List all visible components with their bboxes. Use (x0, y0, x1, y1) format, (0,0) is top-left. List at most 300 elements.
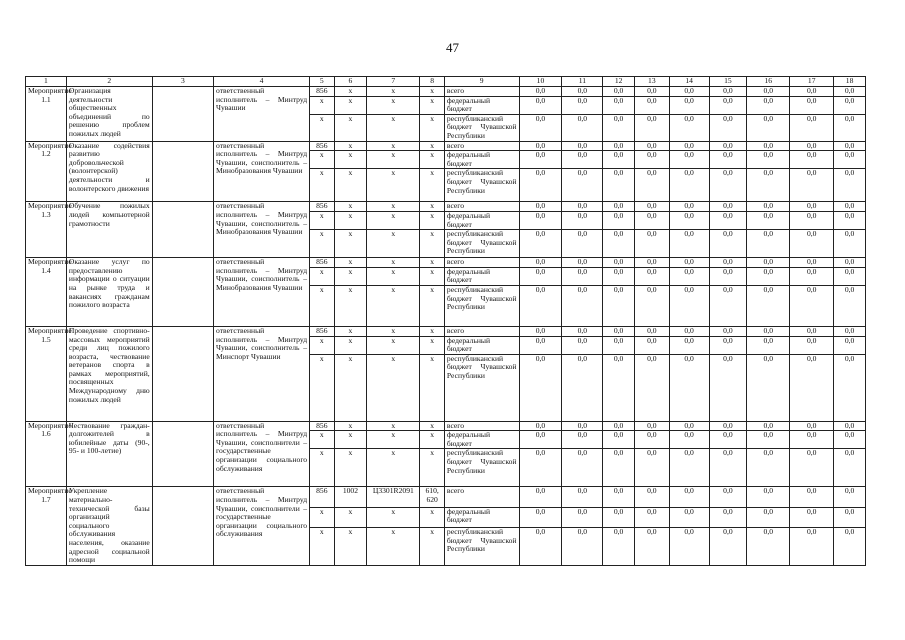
event-code: Мероприятие 1.1 (26, 87, 67, 142)
code-cell: x (420, 202, 445, 212)
amount-cell: 0,0 (669, 169, 709, 202)
amount-cell: 0,0 (834, 151, 866, 169)
amount-cell: 0,0 (669, 507, 709, 527)
amount-cell: 0,0 (790, 431, 834, 449)
amount-cell: 0,0 (603, 211, 635, 229)
amount-cell: 0,0 (562, 230, 603, 258)
event-code: Мероприятие 1.6 (26, 421, 67, 487)
amount-cell: 0,0 (634, 336, 669, 354)
code-cell: x (420, 527, 445, 565)
amount-cell: 0,0 (519, 230, 562, 258)
code-cell: x (310, 336, 335, 354)
code-cell: 856 (310, 202, 335, 212)
code-cell: x (310, 114, 335, 141)
amount-cell: 0,0 (834, 169, 866, 202)
amount-cell: 0,0 (603, 96, 635, 114)
table-row (26, 326, 866, 336)
event-code: Мероприятие 1.7 (26, 487, 67, 565)
amount-cell: 0,0 (669, 211, 709, 229)
amount-cell: 0,0 (562, 449, 603, 487)
amount-cell: 0,0 (603, 431, 635, 449)
amount-cell: 0,0 (709, 230, 747, 258)
event-executor: ответственный исполнитель – Минтруд Чувашии, соисполнитель – Минобразования Чувашии (214, 258, 310, 327)
code-cell: x (334, 141, 367, 151)
amount-cell: 0,0 (669, 258, 709, 268)
amount-cell: 0,0 (747, 487, 790, 507)
amount-cell: 0,0 (669, 96, 709, 114)
amount-cell: 0,0 (709, 258, 747, 268)
amount-cell: 0,0 (562, 258, 603, 268)
code-cell: x (310, 211, 335, 229)
column-number-header: 4 (214, 77, 310, 87)
column-number-header: 1 (26, 77, 67, 87)
funding-source: республиканский бюджет Чувашской Республики (444, 354, 519, 421)
code-cell: x (334, 449, 367, 487)
amount-cell: 0,0 (709, 336, 747, 354)
amount-cell: 0,0 (603, 336, 635, 354)
amount-cell: 0,0 (747, 527, 790, 565)
funding-source: всего (444, 202, 519, 212)
event-empty-col3 (152, 487, 213, 565)
code-cell: x (367, 114, 420, 141)
funding-source: всего (444, 87, 519, 97)
table-row (26, 487, 866, 507)
column-number-header: 10 (519, 77, 562, 87)
event-empty-col3 (152, 326, 213, 421)
amount-cell: 0,0 (634, 258, 669, 268)
amount-cell: 0,0 (603, 326, 635, 336)
event-empty-col3 (152, 141, 213, 202)
code-cell: x (367, 202, 420, 212)
table-row (26, 421, 866, 431)
amount-cell: 0,0 (603, 258, 635, 268)
code-cell: x (367, 285, 420, 326)
code-cell: x (367, 169, 420, 202)
amount-cell: 0,0 (747, 151, 790, 169)
amount-cell: 0,0 (634, 211, 669, 229)
code-cell: x (420, 114, 445, 141)
amount-cell: 0,0 (562, 354, 603, 421)
amount-cell: 0,0 (709, 96, 747, 114)
column-number-header: 17 (790, 77, 834, 87)
code-cell: x (420, 507, 445, 527)
code-cell: 856 (310, 87, 335, 97)
amount-cell: 0,0 (634, 285, 669, 326)
code-cell: 856 (310, 141, 335, 151)
event-name: Проведение спортивно-массовых мероприятий среди лиц пожилого возраста, чествование ветеранов спорта в рамках мероприятий, посвященных Международному дню пожилых людей (66, 326, 152, 421)
amount-cell: 0,0 (834, 230, 866, 258)
amount-cell: 0,0 (790, 169, 834, 202)
event-empty-col3 (152, 421, 213, 487)
amount-cell: 0,0 (669, 326, 709, 336)
code-cell: 610, 620 (420, 487, 445, 507)
amount-cell: 0,0 (562, 141, 603, 151)
amount-cell: 0,0 (790, 421, 834, 431)
code-cell: 856 (310, 258, 335, 268)
amount-cell: 0,0 (562, 202, 603, 212)
event-name: Обучение пожилых людей компьютерной грамотности (66, 202, 152, 258)
amount-cell: 0,0 (834, 527, 866, 565)
amount-cell: 0,0 (747, 169, 790, 202)
amount-cell: 0,0 (603, 507, 635, 527)
amount-cell: 0,0 (834, 141, 866, 151)
amount-cell: 0,0 (669, 87, 709, 97)
amount-cell: 0,0 (790, 114, 834, 141)
amount-cell: 0,0 (562, 487, 603, 507)
column-number-header: 14 (669, 77, 709, 87)
event-executor: ответственный исполнитель – Минтруд Чувашии (214, 87, 310, 142)
event-code: Мероприятие 1.3 (26, 202, 67, 258)
amount-cell: 0,0 (747, 336, 790, 354)
amount-cell: 0,0 (790, 211, 834, 229)
amount-cell: 0,0 (669, 285, 709, 326)
amount-cell: 0,0 (834, 354, 866, 421)
code-cell: x (334, 258, 367, 268)
amount-cell: 0,0 (834, 114, 866, 141)
amount-cell: 0,0 (709, 431, 747, 449)
funding-source: всего (444, 326, 519, 336)
amount-cell: 0,0 (834, 487, 866, 507)
amount-cell: 0,0 (519, 487, 562, 507)
amount-cell: 0,0 (790, 336, 834, 354)
amount-cell: 0,0 (790, 449, 834, 487)
column-number-row (26, 77, 866, 87)
event-name: Организация деятельности общественных объединений по решению проблем пожилых людей (66, 87, 152, 142)
amount-cell: 0,0 (669, 267, 709, 285)
amount-cell: 0,0 (747, 421, 790, 431)
column-number-header: 9 (444, 77, 519, 87)
amount-cell: 0,0 (709, 151, 747, 169)
code-cell: x (367, 267, 420, 285)
amount-cell: 0,0 (634, 326, 669, 336)
amount-cell: 0,0 (790, 141, 834, 151)
funding-source: федеральный бюджет (444, 336, 519, 354)
code-cell: x (310, 169, 335, 202)
code-cell: x (367, 230, 420, 258)
amount-cell: 0,0 (790, 87, 834, 97)
amount-cell: 0,0 (790, 267, 834, 285)
code-cell: x (310, 449, 335, 487)
column-number-header: 2 (66, 77, 152, 87)
amount-cell: 0,0 (562, 507, 603, 527)
table-row (26, 141, 866, 151)
amount-cell: 0,0 (747, 285, 790, 326)
code-cell: x (367, 258, 420, 268)
amount-cell: 0,0 (834, 449, 866, 487)
amount-cell: 0,0 (603, 267, 635, 285)
amount-cell: 0,0 (669, 114, 709, 141)
code-cell: 856 (310, 487, 335, 507)
code-cell: x (367, 527, 420, 565)
code-cell: x (334, 87, 367, 97)
amount-cell: 0,0 (519, 211, 562, 229)
page-number: 47 (446, 40, 459, 55)
amount-cell: 0,0 (709, 487, 747, 507)
code-cell: x (420, 421, 445, 431)
amount-cell: 0,0 (790, 507, 834, 527)
amount-cell: 0,0 (790, 285, 834, 326)
code-cell: x (334, 114, 367, 141)
amount-cell: 0,0 (790, 326, 834, 336)
amount-cell: 0,0 (562, 211, 603, 229)
amount-cell: 0,0 (709, 87, 747, 97)
amount-cell: 0,0 (669, 449, 709, 487)
funding-source: республиканский бюджет Чувашской Республики (444, 230, 519, 258)
amount-cell: 0,0 (747, 354, 790, 421)
amount-cell: 0,0 (709, 169, 747, 202)
amount-cell: 0,0 (519, 336, 562, 354)
amount-cell: 0,0 (834, 267, 866, 285)
column-number-header: 12 (603, 77, 635, 87)
code-cell: x (367, 211, 420, 229)
amount-cell: 0,0 (562, 326, 603, 336)
amount-cell: 0,0 (634, 507, 669, 527)
amount-cell: 0,0 (709, 141, 747, 151)
code-cell: x (310, 230, 335, 258)
amount-cell: 0,0 (562, 527, 603, 565)
code-cell: x (334, 336, 367, 354)
event-name: Чествование граждан-долгожителей в юбилейные даты (90-, 95- и 100-летие) (66, 421, 152, 487)
code-cell: x (367, 141, 420, 151)
funding-source: федеральный бюджет (444, 211, 519, 229)
event-executor: ответственный исполнитель – Минтруд Чувашии, соисполнитель – Минспорт Чувашии (214, 326, 310, 421)
table-row (26, 258, 866, 268)
amount-cell: 0,0 (519, 449, 562, 487)
code-cell: x (420, 211, 445, 229)
amount-cell: 0,0 (709, 202, 747, 212)
funding-source: федеральный бюджет (444, 96, 519, 114)
code-cell: x (420, 354, 445, 421)
code-cell: x (367, 87, 420, 97)
amount-cell: 0,0 (519, 527, 562, 565)
amount-cell: 0,0 (519, 202, 562, 212)
amount-cell: 0,0 (790, 96, 834, 114)
code-cell: x (367, 507, 420, 527)
amount-cell: 0,0 (519, 431, 562, 449)
event-empty-col3 (152, 202, 213, 258)
amount-cell: 0,0 (747, 141, 790, 151)
amount-cell: 0,0 (634, 151, 669, 169)
code-cell: x (310, 96, 335, 114)
code-cell: x (310, 267, 335, 285)
event-executor: ответственный исполнитель – Минтруд Чувашии, соисполнители – государственные организации социального обслуживания (214, 487, 310, 565)
code-cell: x (334, 267, 367, 285)
funding-source: федеральный бюджет (444, 431, 519, 449)
amount-cell: 0,0 (834, 96, 866, 114)
amount-cell: 0,0 (519, 87, 562, 97)
funding-source: всего (444, 141, 519, 151)
amount-cell: 0,0 (634, 487, 669, 507)
code-cell: x (420, 151, 445, 169)
amount-cell: 0,0 (709, 527, 747, 565)
amount-cell: 0,0 (603, 285, 635, 326)
amount-cell: 0,0 (709, 211, 747, 229)
code-cell: x (310, 285, 335, 326)
funding-source: республиканский бюджет Чувашской Республики (444, 169, 519, 202)
amount-cell: 0,0 (634, 96, 669, 114)
table-row (26, 87, 866, 97)
code-cell: x (420, 267, 445, 285)
event-code: Мероприятие 1.2 (26, 141, 67, 202)
amount-cell: 0,0 (519, 258, 562, 268)
column-number-header: 5 (310, 77, 335, 87)
amount-cell: 0,0 (562, 151, 603, 169)
amount-cell: 0,0 (747, 267, 790, 285)
amount-cell: 0,0 (747, 211, 790, 229)
amount-cell: 0,0 (603, 202, 635, 212)
amount-cell: 0,0 (669, 487, 709, 507)
event-name: Укрепление материально-технической базы организаций социального обслуживания населения, оказание адресной социальной помощи (66, 487, 152, 565)
code-cell: x (334, 285, 367, 326)
amount-cell: 0,0 (603, 141, 635, 151)
amount-cell: 0,0 (603, 114, 635, 141)
funding-source: федеральный бюджет (444, 267, 519, 285)
amount-cell: 0,0 (603, 230, 635, 258)
table-row (26, 202, 866, 212)
amount-cell: 0,0 (603, 449, 635, 487)
amount-cell: 0,0 (603, 151, 635, 169)
amount-cell: 0,0 (834, 326, 866, 336)
amount-cell: 0,0 (634, 431, 669, 449)
column-number-header: 11 (562, 77, 603, 87)
amount-cell: 0,0 (669, 141, 709, 151)
code-cell: x (420, 326, 445, 336)
amount-cell: 0,0 (669, 354, 709, 421)
code-cell: x (334, 96, 367, 114)
event-code: Мероприятие 1.5 (26, 326, 67, 421)
column-number-header: 6 (334, 77, 367, 87)
code-cell: x (334, 354, 367, 421)
amount-cell: 0,0 (709, 507, 747, 527)
amount-cell: 0,0 (603, 354, 635, 421)
code-cell: x (367, 449, 420, 487)
funding-source: федеральный бюджет (444, 151, 519, 169)
code-cell: x (367, 431, 420, 449)
column-number-header: 15 (709, 77, 747, 87)
funding-source: республиканский бюджет Чувашской Республики (444, 527, 519, 565)
amount-cell: 0,0 (790, 258, 834, 268)
code-cell: x (367, 354, 420, 421)
code-cell: 1002 (334, 487, 367, 507)
code-cell: x (310, 354, 335, 421)
amount-cell: 0,0 (747, 449, 790, 487)
code-cell: x (334, 202, 367, 212)
funding-source: всего (444, 487, 519, 507)
amount-cell: 0,0 (747, 431, 790, 449)
amount-cell: 0,0 (519, 421, 562, 431)
amount-cell: 0,0 (709, 354, 747, 421)
amount-cell: 0,0 (603, 527, 635, 565)
event-code: Мероприятие 1.4 (26, 258, 67, 327)
amount-cell: 0,0 (790, 354, 834, 421)
amount-cell: 0,0 (634, 527, 669, 565)
code-cell: 856 (310, 326, 335, 336)
amount-cell: 0,0 (562, 421, 603, 431)
amount-cell: 0,0 (834, 336, 866, 354)
amount-cell: 0,0 (790, 527, 834, 565)
program-table (25, 76, 866, 566)
code-cell: x (420, 258, 445, 268)
amount-cell: 0,0 (709, 326, 747, 336)
event-executor: ответственный исполнитель – Минтруд Чувашии, соисполнитель – Минобразования Чувашии (214, 202, 310, 258)
code-cell: x (334, 527, 367, 565)
amount-cell: 0,0 (669, 151, 709, 169)
code-cell: x (310, 507, 335, 527)
code-cell: x (367, 96, 420, 114)
amount-cell: 0,0 (634, 169, 669, 202)
column-number-header: 16 (747, 77, 790, 87)
amount-cell: 0,0 (562, 87, 603, 97)
code-cell: x (420, 449, 445, 487)
column-number-header: 8 (420, 77, 445, 87)
amount-cell: 0,0 (834, 211, 866, 229)
funding-source: федеральный бюджет (444, 507, 519, 527)
amount-cell: 0,0 (634, 354, 669, 421)
code-cell: x (310, 151, 335, 169)
amount-cell: 0,0 (634, 421, 669, 431)
amount-cell: 0,0 (634, 141, 669, 151)
amount-cell: 0,0 (790, 487, 834, 507)
amount-cell: 0,0 (669, 527, 709, 565)
amount-cell: 0,0 (834, 258, 866, 268)
funding-source: республиканский бюджет Чувашской Республики (444, 449, 519, 487)
column-number-header: 18 (834, 77, 866, 87)
code-cell: x (334, 211, 367, 229)
funding-source: всего (444, 258, 519, 268)
code-cell: x (334, 431, 367, 449)
code-cell: x (367, 151, 420, 169)
amount-cell: 0,0 (519, 285, 562, 326)
code-cell: x (420, 336, 445, 354)
amount-cell: 0,0 (790, 230, 834, 258)
amount-cell: 0,0 (634, 87, 669, 97)
amount-cell: 0,0 (747, 87, 790, 97)
code-cell: x (334, 169, 367, 202)
amount-cell: 0,0 (709, 449, 747, 487)
amount-cell: 0,0 (669, 202, 709, 212)
amount-cell: 0,0 (519, 114, 562, 141)
amount-cell: 0,0 (634, 449, 669, 487)
amount-cell: 0,0 (519, 151, 562, 169)
event-name: Оказание содействия развитию добровольческой (волонтерской) деятельности и волонтерского движения (66, 141, 152, 202)
amount-cell: 0,0 (747, 96, 790, 114)
amount-cell: 0,0 (834, 202, 866, 212)
code-cell: 856 (310, 421, 335, 431)
amount-cell: 0,0 (562, 169, 603, 202)
amount-cell: 0,0 (790, 202, 834, 212)
amount-cell: 0,0 (747, 258, 790, 268)
event-empty-col3 (152, 258, 213, 327)
amount-cell: 0,0 (519, 96, 562, 114)
column-number-header: 3 (152, 77, 213, 87)
amount-cell: 0,0 (519, 507, 562, 527)
code-cell: x (420, 431, 445, 449)
funding-source: всего (444, 421, 519, 431)
code-cell: x (420, 169, 445, 202)
code-cell: x (420, 285, 445, 326)
event-executor: ответственный исполнитель – Минтруд Чувашии, соисполнитель – Минобразования Чувашии (214, 141, 310, 202)
amount-cell: 0,0 (519, 141, 562, 151)
amount-cell: 0,0 (634, 202, 669, 212)
amount-cell: 0,0 (519, 169, 562, 202)
amount-cell: 0,0 (747, 507, 790, 527)
amount-cell: 0,0 (603, 421, 635, 431)
amount-cell: 0,0 (709, 421, 747, 431)
code-cell: x (334, 230, 367, 258)
amount-cell: 0,0 (669, 421, 709, 431)
amount-cell: 0,0 (834, 87, 866, 97)
amount-cell: 0,0 (603, 487, 635, 507)
